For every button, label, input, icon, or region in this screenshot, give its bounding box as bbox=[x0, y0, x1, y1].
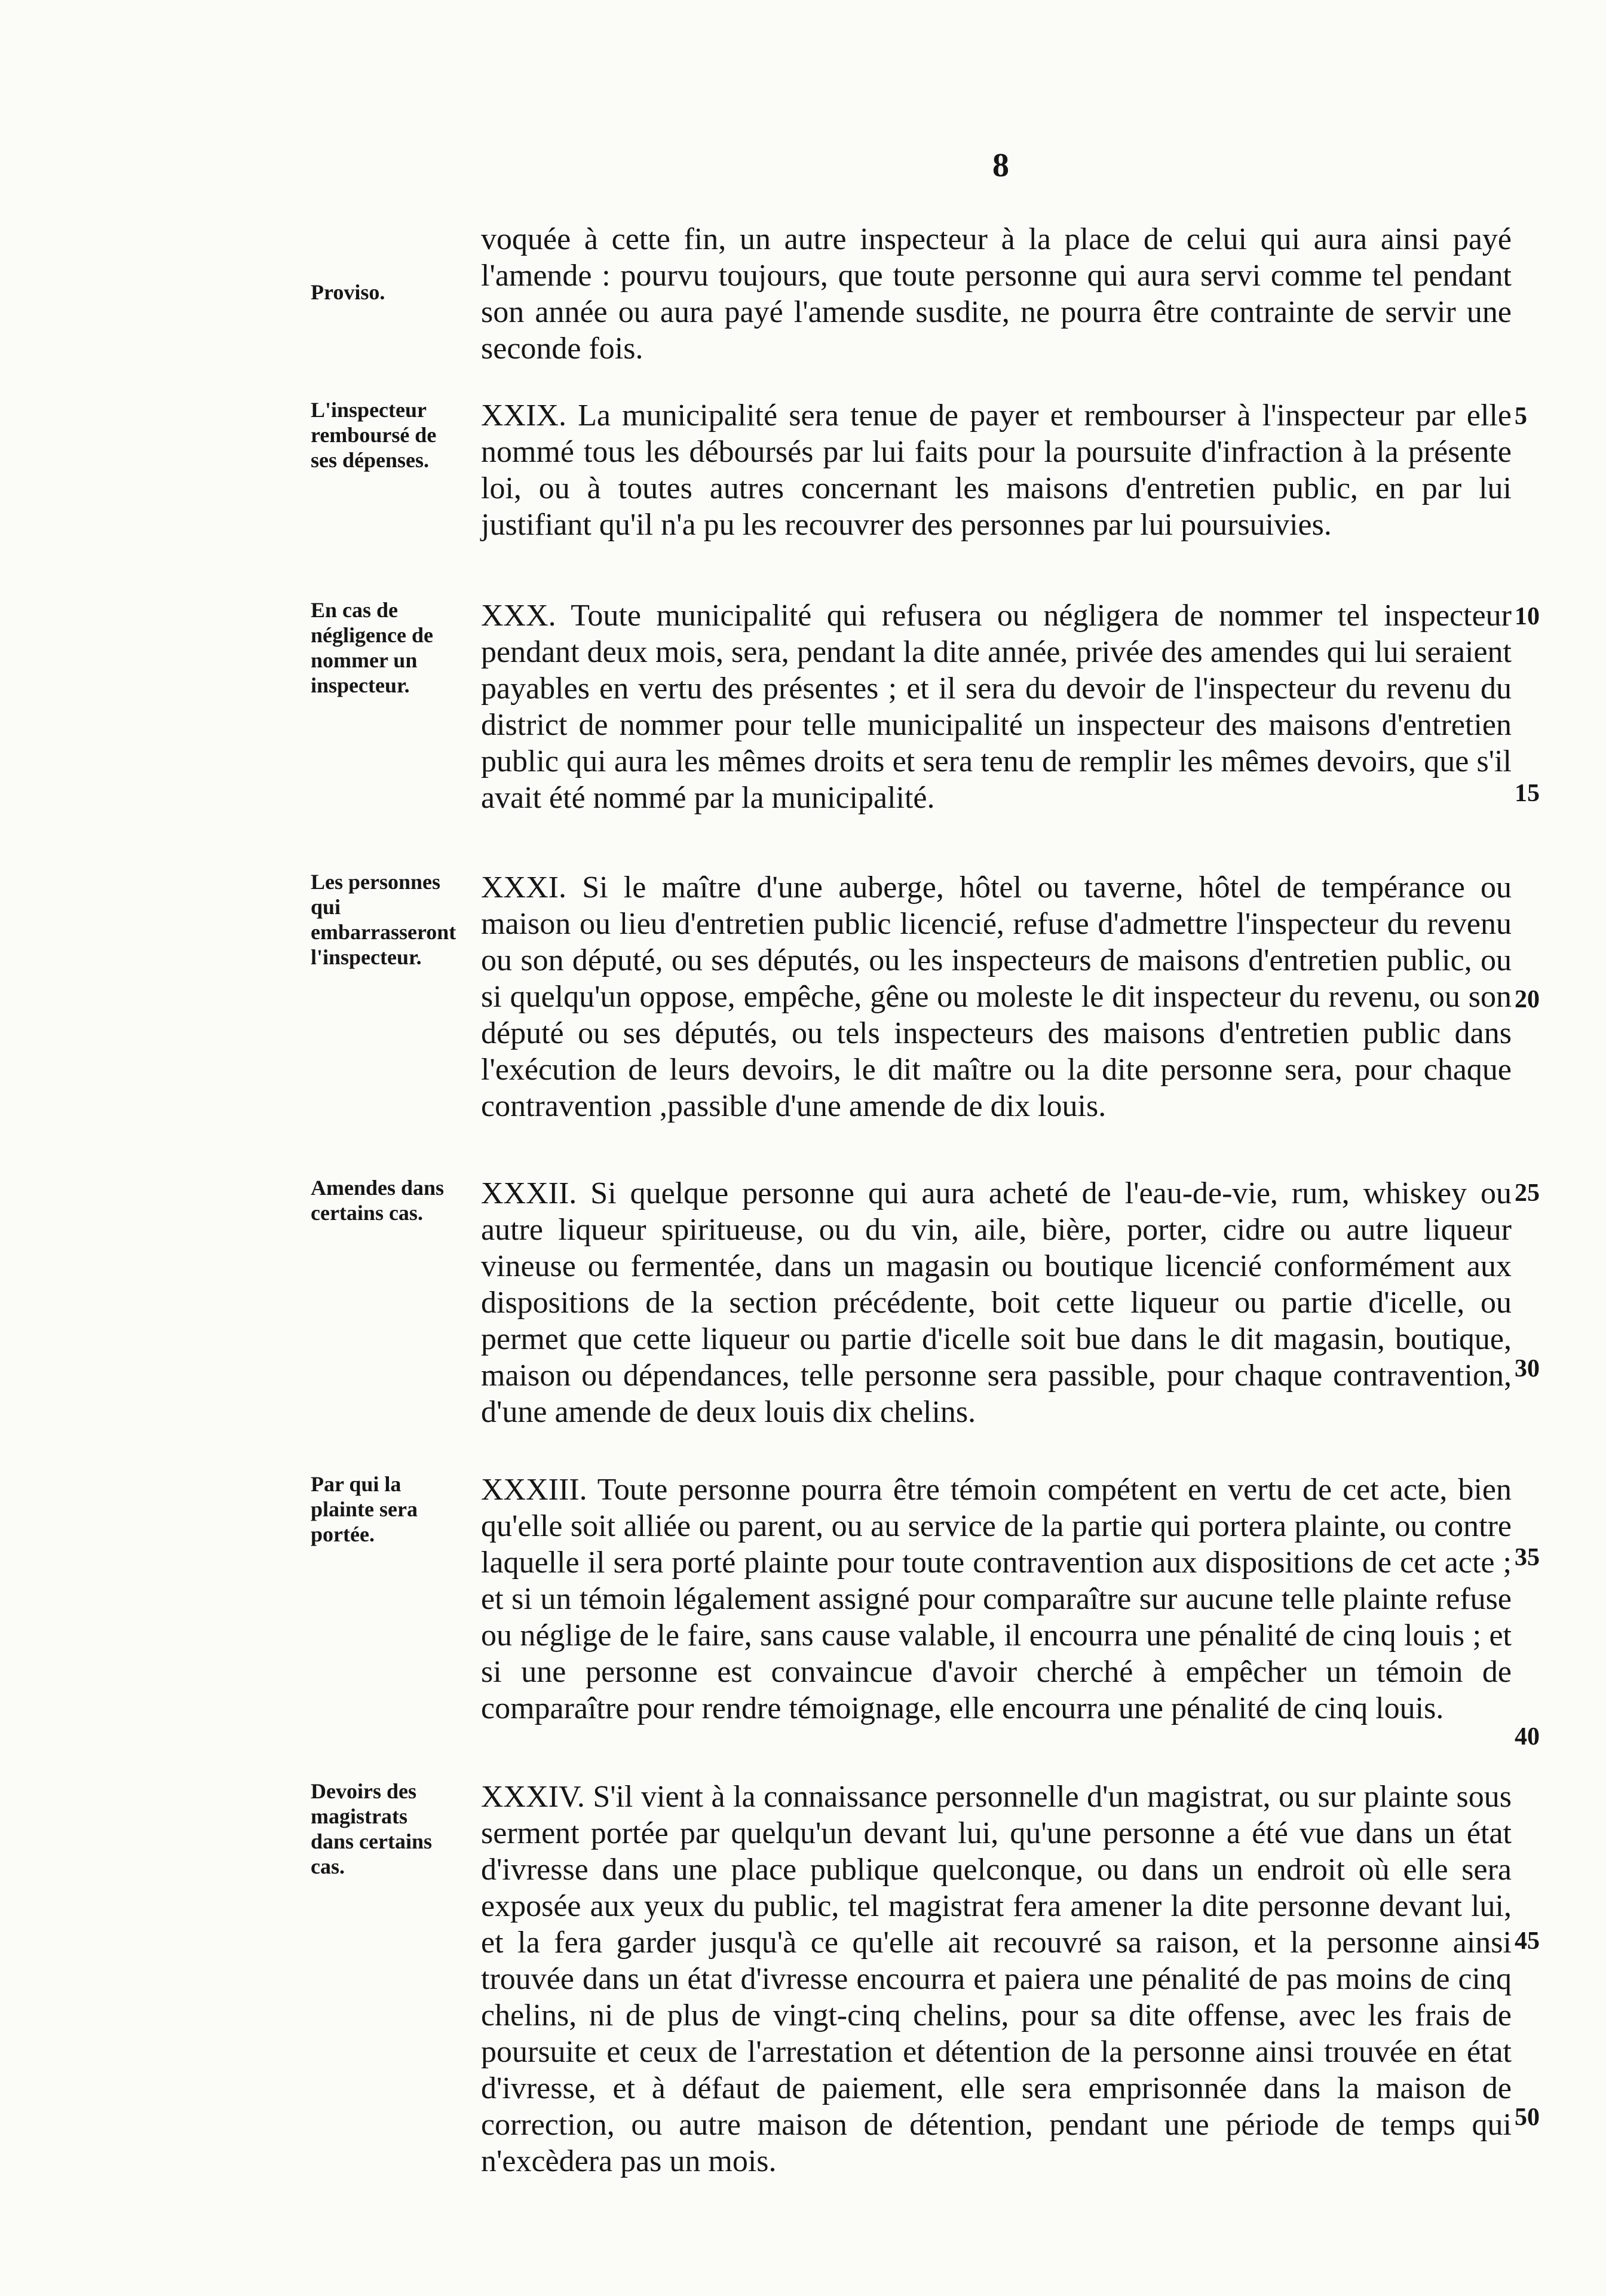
line-number: 20 bbox=[1515, 986, 1540, 1013]
line-number: 5 bbox=[1515, 403, 1527, 430]
section-text: XXXI. Si le maître d'une auberge, hôtel ou taverne, hôtel de tempérance ou maison ou lieu d'entretien public licencié, refuse d'admettre l'inspecteur du revenu ou son député, ou ses députés, ou les inspecteurs de maisons d'entretien public, ou si quelqu'un oppose, empêche, gêne ou moleste le dit inspecteur du revenu, ou son député ou ses députés, ou tels inspecteurs des maisons d'entretien public dans l'exécution de leurs devoirs, le dit maître ou la dite personne sera, pour chaque contravention ,passible d'une amende de dix louis. bbox=[481, 870, 1512, 1123]
section-text: XXXII. Si quelque personne qui aura acheté de l'eau-de-vie, rum, whiskey ou autre liqueur spiritueuse, ou du vin, aile, bière, porter, cidre ou autre liqueur vineuse ou fermentée, dans un magasin ou boutique licencié conformément aux dispositions de la section précédente, boit cette liqueur ou partie d'icelle, ou permet que cette liqueur ou partie d'icelle soit bue dans le dit magasin, boutique, maison ou dépendances, telle personne sera passible, pour chaque contravention, d'une amende de deux louis dix chelins. bbox=[481, 1176, 1512, 1429]
margin-note: Les personnes qui embarrasseront l'inspecteur. bbox=[311, 870, 456, 969]
section-text: XXXIV. S'il vient à la connaissance personnelle d'un magistrat, ou sur plainte sous serment portée par quelqu'un devant lui, qu'une personne a été vue dans un état d'ivresse dans une place publique quelconque, ou dans un endroit où elle sera exposée aux yeux du public, tel magistrat fera amener la dite personne devant lui, et la fera garder jusqu'à ce qu'elle ait recouvré sa raison, et la personne ainsi trouvée dans un état d'ivresse encourra et paiera une pénalité de pas moins de cinq chelins, ni de plus de vingt-cinq chelins, pour sa dite offense, avec les frais de poursuite et ceux de l'arrestation et détention de la personne ainsi trouvée en état d'ivresse, et à défaut de paiement, elle sera emprisonnée dans la maison de correction, ou autre maison de détention, pendant une période de temps qui n'excèdera pas un mois. bbox=[481, 1780, 1512, 2178]
line-number: 40 bbox=[1515, 1723, 1540, 1751]
section-text: XXIX. La municipalité sera tenue de payer et rembourser à l'inspecteur par elle nommé tous les déboursés par lui faits pour la poursuite d'infraction à la présente loi, ou à toutes autres concernant les maisons d'entretien public, en par lui justifiant qu'il n'a pu les recouvrer des personnes par lui poursuivies. bbox=[481, 398, 1512, 542]
line-number: 10 bbox=[1515, 603, 1540, 630]
line-number: 15 bbox=[1515, 780, 1540, 807]
margin-note: Par qui la plainte sera portée. bbox=[311, 1472, 418, 1546]
margin-note: En cas de négligence de nommer un inspecteur. bbox=[311, 598, 433, 697]
line-number: 30 bbox=[1515, 1355, 1540, 1382]
line-number: 45 bbox=[1515, 1927, 1540, 1955]
margin-note: Proviso. bbox=[311, 280, 385, 304]
margin-note: Amendes dans certains cas. bbox=[311, 1176, 445, 1225]
line-number: 35 bbox=[1515, 1544, 1540, 1571]
margin-note: L'inspecteur remboursé de ses dépenses. bbox=[311, 398, 437, 472]
line-number: 25 bbox=[1515, 1179, 1540, 1207]
line-number: 50 bbox=[1515, 2104, 1540, 2131]
section-text: XXXIII. Toute personne pourra être témoin compétent en vertu de cet acte, bien qu'elle soit alliée ou parent, ou au service de la partie qui portera plainte, ou contre laquelle il sera porté plainte pour toute contravention aux dispositions de cet acte ; et si un témoin légalement assigné pour comparaître sur aucune telle plainte refuse ou néglige de le faire, sans cause valable, il encourra une pénalité de cinq louis ; et si une personne est convaincue d'avoir cherché à empêcher un témoin de comparaître pour rendre témoignage, elle encourra une pénalité de cinq louis. bbox=[481, 1473, 1512, 1725]
section-text: XXX. Toute municipalité qui refusera ou négligera de nommer tel inspecteur pendant deux mois, sera, pendant la dite année, privée des amendes qui lui seraient payables en vertu des présentes ; et il sera du devoir de l'inspecteur du revenu du district de nommer pour telle municipalité un inspecteur des maisons d'entretien public qui aura les mêmes droits et sera tenu de remplir les mêmes devoirs, que s'il avait été nommé par la municipalité. bbox=[481, 599, 1512, 815]
page-number: 8 bbox=[992, 147, 1009, 184]
margin-note: Devoirs des magistrats dans certains cas. bbox=[311, 1779, 433, 1878]
section-text: voquée à cette fin, un autre inspecteur à la place de celui qui aura ainsi payé l'amende : pourvu toujours, que toute personne qui aura servi comme tel pendant son année ou aura payé l'amende susdite, ne pourra être contrainte de servir une seconde fois. bbox=[481, 222, 1512, 366]
